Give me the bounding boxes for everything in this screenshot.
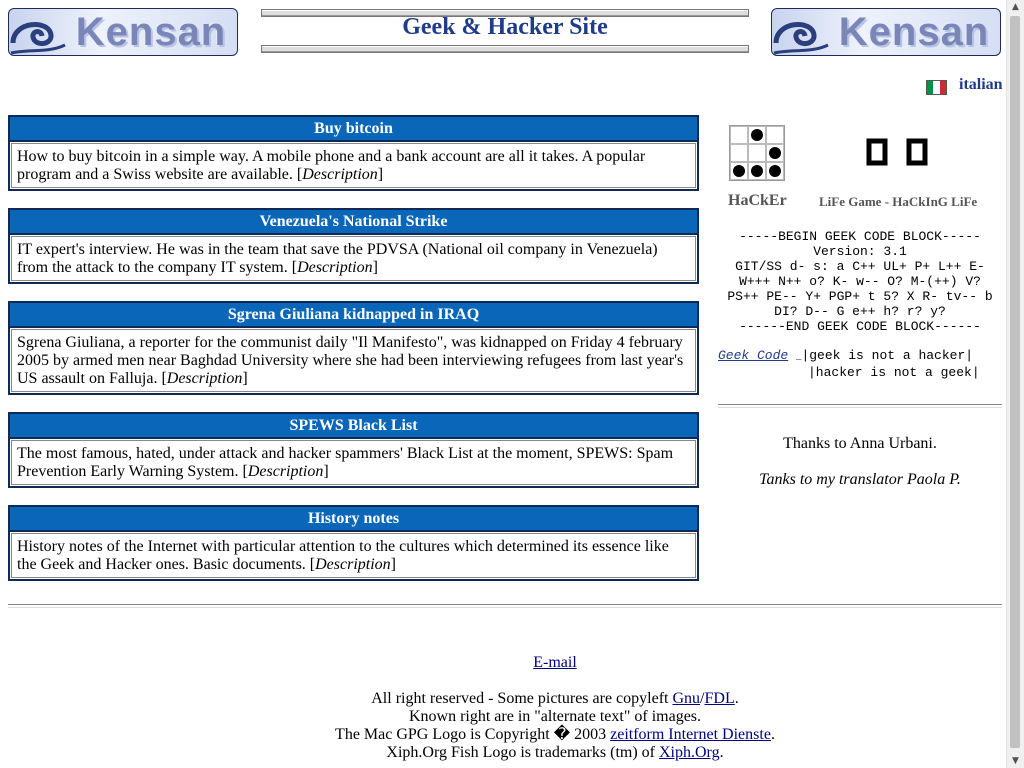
geek-code-link[interactable]: Geek Code (718, 348, 789, 363)
rights-text: All right reserved - Some pictures are copyleft (371, 690, 673, 707)
zeitform-link[interactable]: zeitform Internet Dienste (610, 726, 771, 743)
article-body: History notes of the Internet with particular attention to the cultures which determined its essence like the Geek and Hacker ones. Basic documents. [Description] (11, 533, 696, 578)
article-title: History notes (10, 507, 697, 532)
logo-text: Kensan (75, 10, 227, 54)
gpg-copyright-text: The Mac GPG Logo is Copyright � 2003 (335, 726, 611, 743)
known-rights-text: Known right are in "alternate text" of images. (408, 708, 702, 725)
footer-credits: All right reserved - Some pictures are copyleft Gnu/FDL. Known right are in "alternate text" of images. The Mac GPG Logo is Copyright � 2003 zeitform Internet Dienste. Xiph.Org Fish Logo is trademarks (tm) of Xiph.Org. (0, 690, 1024, 762)
flag-stripe-red (940, 81, 946, 94)
translator-thanks-text: Tanks to my translator Paola P. (759, 471, 961, 488)
article-body: Sgrena Giuliana, a reporter for the communist daily "Il Manifesto", was kidnapped on Friday 4 february 2005 by armed men near Baghdad University where she had been interviewing refugees from last year's US assault on Falluja. [Description] (11, 329, 696, 392)
article-title: SPEWS Black List (10, 414, 697, 439)
email-row (0, 654, 1024, 672)
scroll-up-arrow-icon[interactable]: ▲ (1012, 2, 1019, 12)
article-box (8, 115, 699, 191)
italian-link[interactable]: italian (959, 75, 1003, 93)
page-title: Geek & Hacker Site (402, 14, 608, 40)
scrollbar-thumb[interactable] (1010, 16, 1020, 748)
article-body: How to buy bitcoin in a simple way. A mobile phone and a bank account are all it takes. A popular program and a Swiss website are available. [Description] (11, 143, 696, 188)
geek-motto-line: |geek is not a hacker| (801, 348, 974, 363)
article-box (8, 505, 699, 581)
description-link[interactable]: Description (247, 463, 324, 480)
fdl-link[interactable]: FDL (704, 690, 735, 707)
article-title: Venezuela's National Strike (10, 210, 697, 235)
title-bottom-rule (261, 45, 749, 53)
article-title: Sgrena Giuliana kidnapped in IRAQ (10, 303, 697, 328)
glider-cell (730, 162, 748, 180)
geek-code-block: -----BEGIN GEEK CODE BLOCK----- Version: 3.1 GIT/SS d- s: a C++ UL+ P+ L++ E- W+++ N++ o? K- w-- O? M-(++) V? PS++ PE-- Y+ PGP+ t 5? X R- tv-- b DI? D-- G e++ h? r? y? ------END GEEK CODE BLOCK------ (727, 229, 993, 334)
article-text: Sgrena Giuliana, a reporter for the communist daily "Il Manifesto", was kidnapped on Friday 4 february 2005 by armed men near Baghdad University where she had been interviewing refugees from last year's US assault on Falluja. (17, 334, 684, 387)
link-separator: _ (796, 352, 802, 362)
description-link[interactable]: Description (297, 259, 373, 276)
article-text: IT expert's interview. He was in the team that save the PDVSA (National oil company in Venezuela) from the attack to the company IT system. (17, 241, 658, 276)
glider-cell (766, 126, 784, 144)
article-body: IT expert's interview. He was in the team that save the PDVSA (National oil company in Venezuela) from the attack to the company IT system. [Description] (11, 236, 696, 281)
glider-cell (766, 144, 784, 162)
email-link[interactable]: E-mail (533, 654, 577, 671)
life-game-icon (866, 138, 932, 168)
geek-motto-line: |hacker is not a geek| (808, 365, 980, 380)
article-box (8, 208, 699, 284)
sidebar-divider (718, 404, 1002, 408)
language-switch (926, 74, 1003, 95)
hacker-glider-icon (729, 125, 785, 181)
life-game-label: LiFe Game - HaCkInG LiFe (819, 194, 978, 209)
glider-cell (730, 126, 748, 144)
italian-flag-icon[interactable] (926, 80, 947, 95)
article-box (8, 412, 699, 488)
article-text: The most famous, hated, under attack and hacker spammers' Black List at the moment, SPEWS: Spam Prevention Early Warning System. (17, 445, 674, 480)
article-text: History notes of the Internet with particular attention to the cultures which determined its essence like the Geek and Hacker ones. Basic documents. (17, 538, 669, 573)
geek-code-row (718, 348, 980, 380)
description-link[interactable]: Description (315, 556, 391, 573)
footer-divider (8, 604, 1002, 608)
gnu-link[interactable]: Gnu (672, 690, 701, 707)
scroll-down-arrow-icon[interactable]: ▼ (1012, 756, 1019, 766)
article-body: The most famous, hated, under attack and hacker spammers' Black List at the moment, SPEWS: Spam Prevention Early Warning System. [Description] (11, 440, 696, 485)
glider-cell (748, 126, 766, 144)
xiph-text: Xiph.Org Fish Logo is trademarks (tm) of (386, 744, 659, 761)
glider-cell (748, 144, 766, 162)
article-title: Buy bitcoin (10, 117, 697, 142)
thanks-text: Thanks to Anna Urbani. (783, 435, 937, 452)
glider-cell (766, 162, 784, 180)
kensan-logo-right[interactable] (771, 8, 1001, 56)
vertical-scrollbar[interactable] (1006, 0, 1024, 768)
description-link[interactable]: Description (302, 166, 378, 183)
xiph-link[interactable]: Xiph.Org (658, 744, 720, 761)
logo-text: Kensan (838, 10, 990, 54)
article-text: How to buy bitcoin in a simple way. A mobile phone and a bank account are all it takes. A popular program and a Swiss website are available. (17, 148, 646, 183)
glider-cell (730, 144, 748, 162)
glider-cell (748, 162, 766, 180)
article-box (8, 301, 699, 395)
description-link[interactable]: Description (166, 370, 243, 387)
hacker-label: HaCkEr (728, 192, 787, 209)
kensan-logo-left[interactable] (8, 8, 238, 56)
